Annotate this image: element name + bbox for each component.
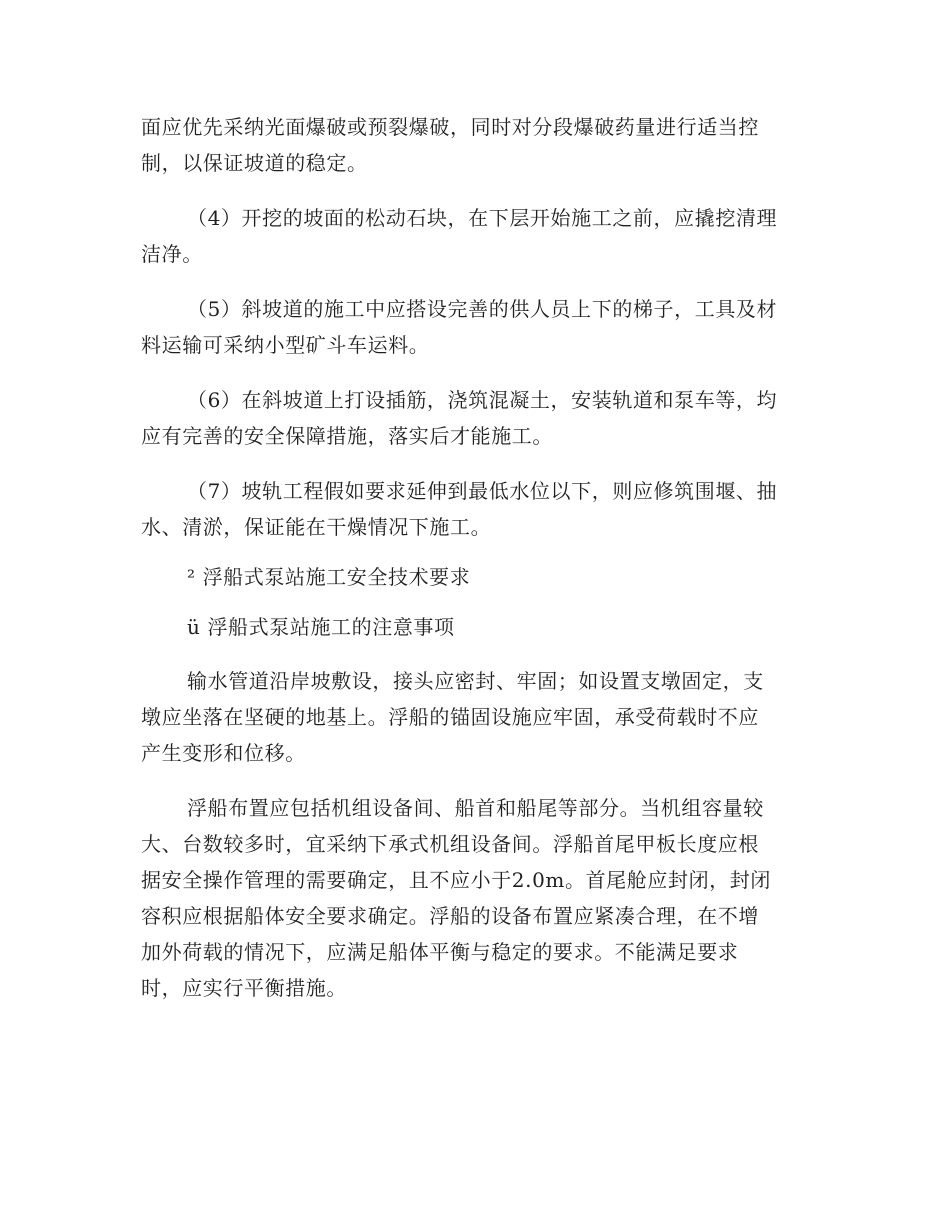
paragraph-line: 制，以保证坡道的稳定。 [141,151,368,175]
paragraph-line: （7）坡轨工程假如要求延伸到最低水位以下，则应修筑围堰、抽 [187,479,778,503]
paragraph-line: （5）斜坡道的施工中应搭设完善的供人员上下的梯子，工具及材 [187,297,778,321]
paragraph-line: 大、台数较多时，宜采纳下承式机组设备间。浮船首尾甲板长度应根 [141,832,759,856]
paragraph-line: （4）开挖的坡面的松动石块，在下层开始施工之前，应撬挖清理 [187,206,778,230]
paragraph-line: 墩应坐落在坚硬的地基上。浮船的锚固设施应牢固，承受荷载时不应 [141,705,759,729]
paragraph-line: 产生变形和位移。 [141,741,306,765]
paragraph-line: 时，应实行平衡措施。 [141,976,347,1000]
paragraph-line: 浮船布置应包括机组设备间、船首和船尾等部分。当机组容量较 [187,796,764,820]
paragraph-line: 输水管道沿岸坡敷设，接头应密封、牢固；如设置支墩固定，支 [187,669,764,693]
paragraph-line: 据安全操作管理的需要确定，且不应小于2.0m。首尾舱应封闭，封闭 [141,868,771,892]
paragraph-line: 容积应根据船体安全要求确定。浮船的设备布置应紧凑合理，在不增 [141,904,759,928]
subsection-heading: ü 浮船式泵站施工的注意事项 [187,615,455,639]
paragraph-line: 水、清淤，保证能在干燥情况下施工。 [141,515,492,539]
paragraph-line: 加外荷载的情况下，应满足船体平衡与稳定的要求。不能满足要求 [141,940,739,964]
paragraph-line: （6）在斜坡道上打设插筋，浇筑混凝土，安装轨道和泵车等，均 [187,388,778,412]
paragraph-line: 料运输可采纳小型矿斗车运料。 [141,333,430,357]
paragraph-line: 面应优先采纳光面爆破或预裂爆破，同时对分段爆破药量进行适当控 [141,115,759,139]
section-heading: ² 浮船式泵站施工安全技术要求 [187,565,471,589]
paragraph-line: 应有完善的安全保障措施，落实后才能施工。 [141,424,553,448]
paragraph-line: 洁净。 [141,242,203,266]
